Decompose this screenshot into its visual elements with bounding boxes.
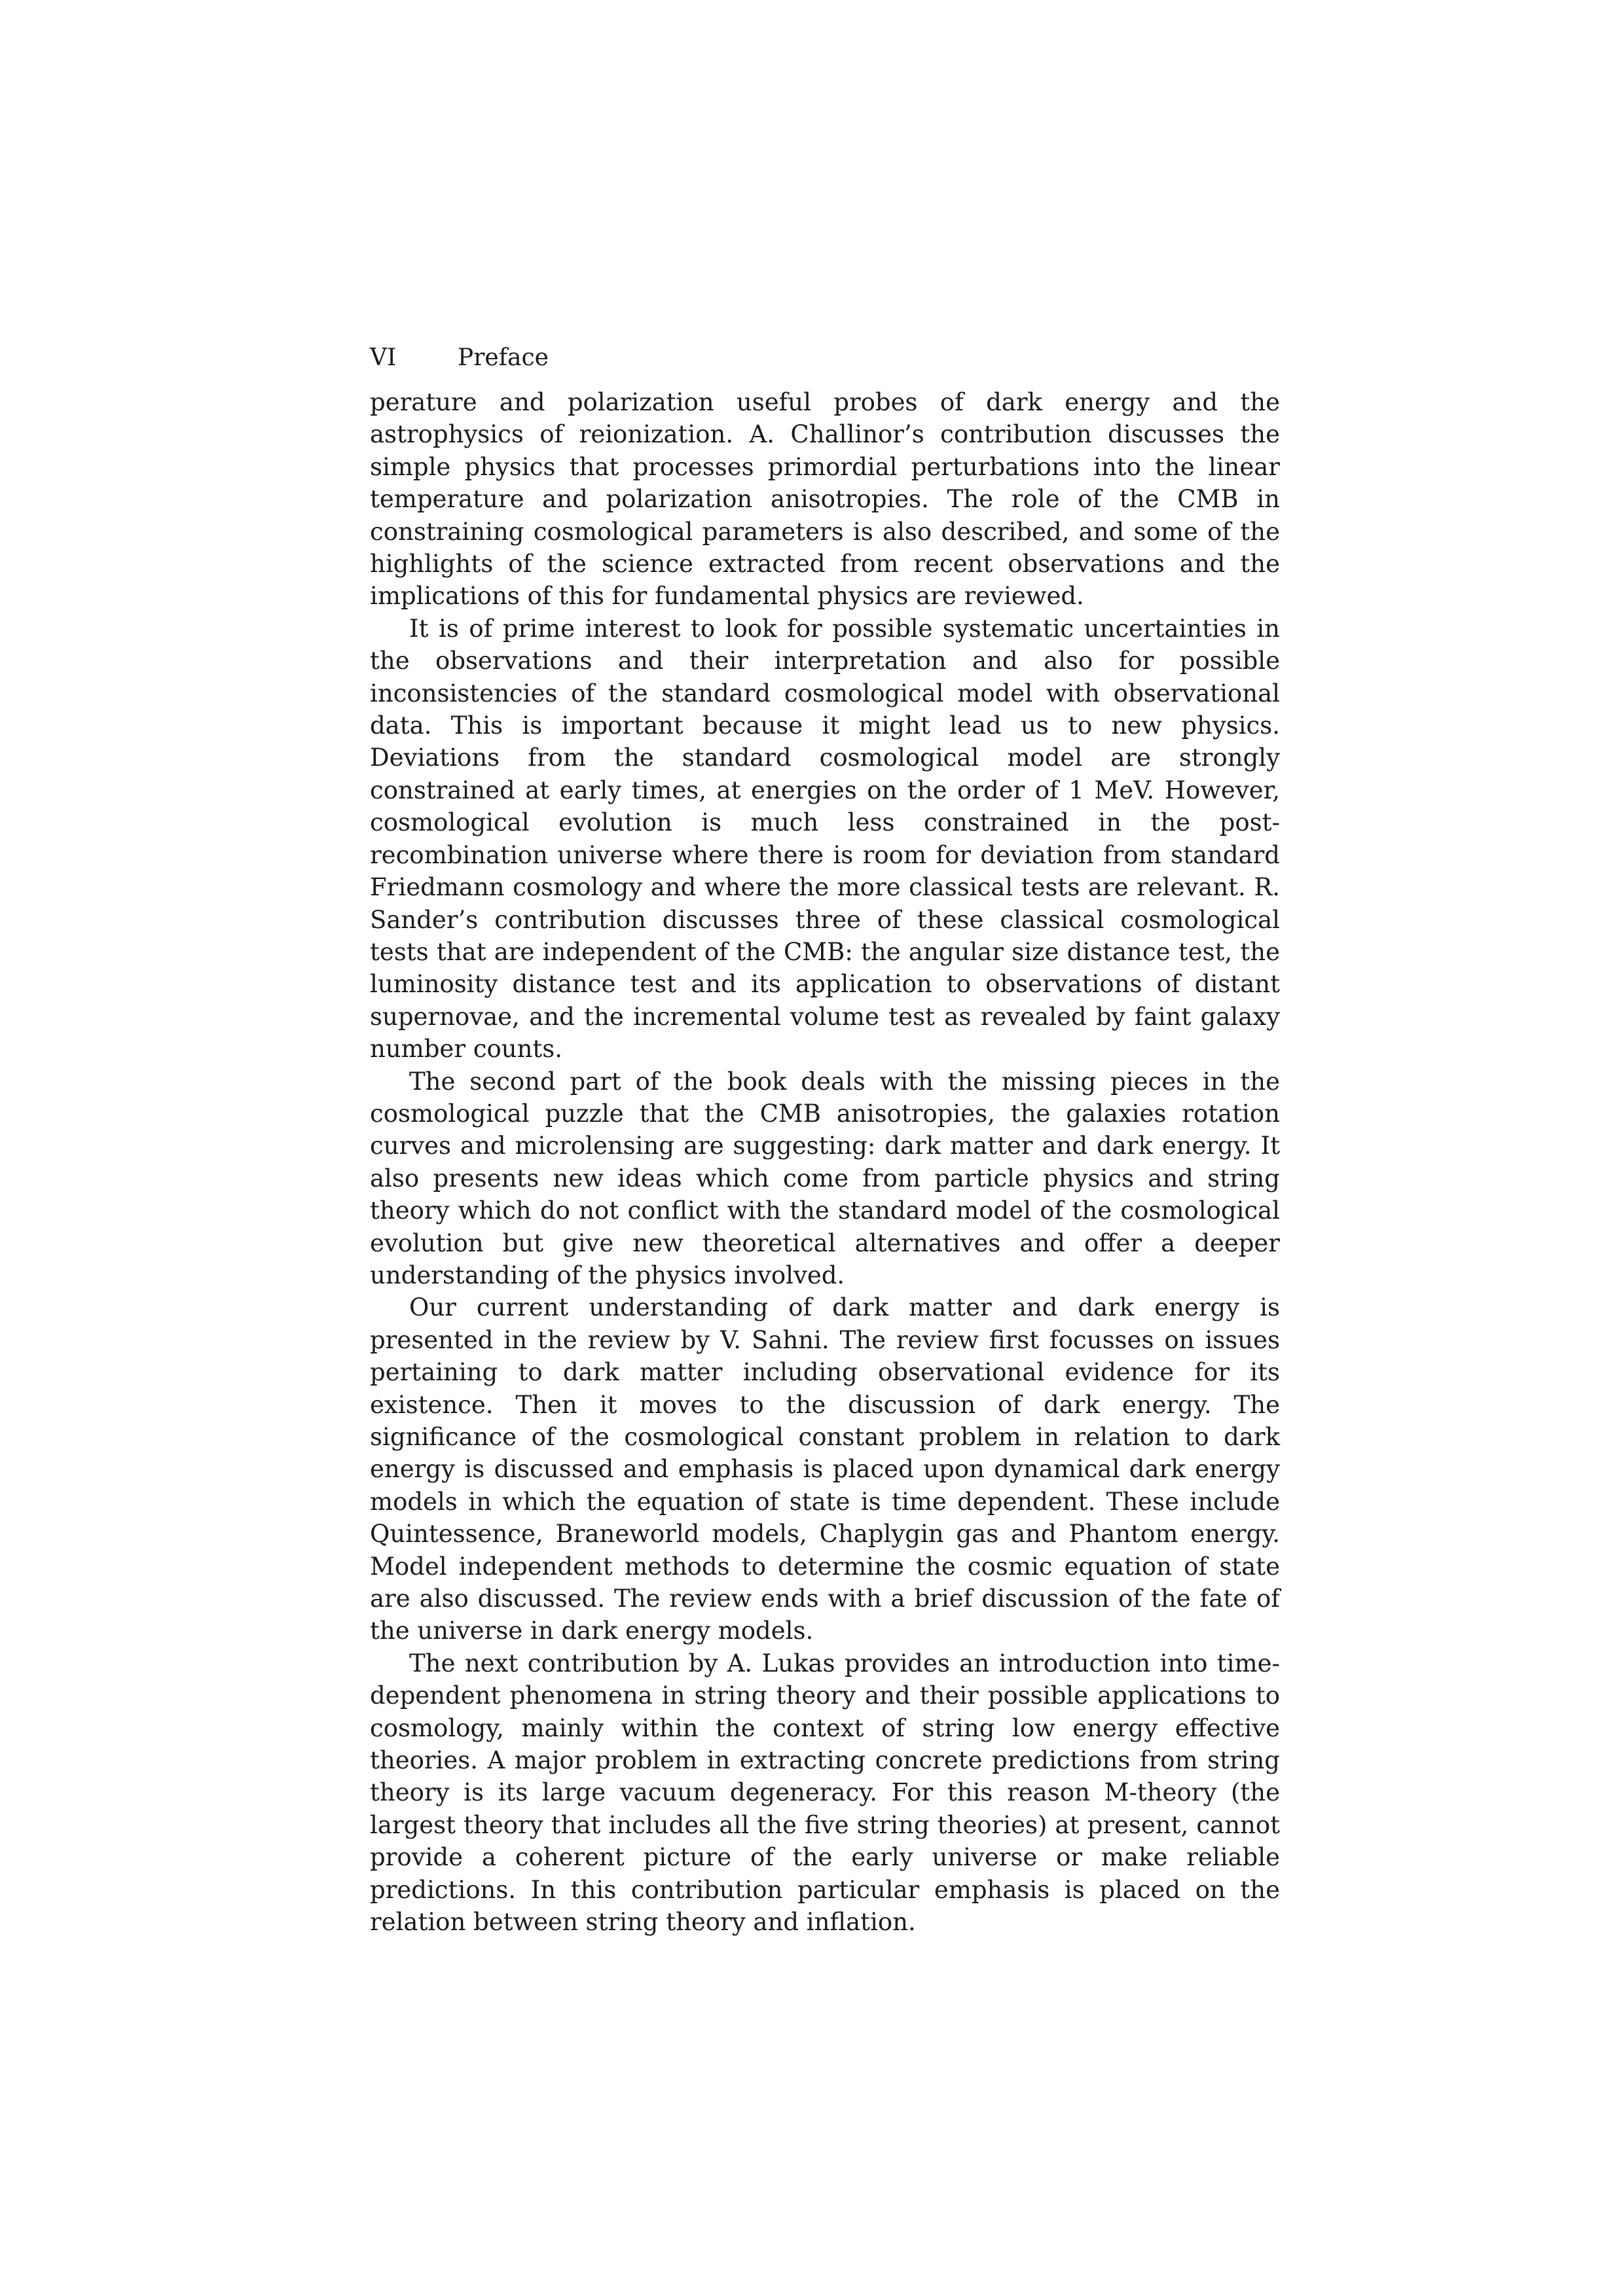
running-head	[370, 342, 1280, 374]
paragraph-second-part: The second part of the book deals with the missing pieces in the cosmological puzzle that the CMB anisotropies, the galaxies rotation curves and microlensing are suggesting: dark matter and dark energy. It also presents new ideas which come from particle physics and string theory which do not conflict with the standard model of the cosmological evolution but give new theoretical alternatives and offer a deeper understanding of the physics involved.	[370, 1067, 1280, 1289]
paragraph-string-theory: The next contribution by A. Lukas provides an introduction into time-dependent phenomena in string theory and their possible applications to cosmology, mainly within the context of string low energy effective theories. A major problem in extracting concrete predictions from string theory is its large vacuum degeneracy. For this reason M-theory (the largest theory that includes all the five string theories) at present, cannot provide a coherent picture of the early universe or make reliable predictions. In this contribution particular emphasis is placed on the relation between string theory and inflation.	[370, 1649, 1280, 1937]
body-text	[370, 386, 1280, 1939]
paragraph-dark-matter-energy: Our current understanding of dark matter and dark energy is presented in the review by V. Sahni. The review first focusses on issues pertaining to dark matter including observational evidence for its existence. Then it moves to the discussion of dark energy. The significance of the cosmological constant problem in relation to dark energy is discussed and emphasis is placed upon dynamical dark energy models in which the equation of state is time dependent. These include Quintessence, Braneworld models, Chaplygin gas and Phantom energy. Model independent methods to determine the cosmic equation of state are also discussed. The review ends with a brief discussion of the fate of the universe in dark energy models.	[370, 1293, 1280, 1645]
page-number: VI	[370, 344, 397, 371]
paragraph-continued: perature and polarization useful probes of dark energy and the astrophysics of reionization. A. Challinor’s contribution discusses the simple physics that processes primordial perturbations into the linear temperature and polarization anisotropies. The role of the CMB in constraining cosmological parameters is also described, and some of the highlights of the science extracted from recent observations and the implications of this for fundamental physics are reviewed.	[370, 388, 1280, 611]
running-title: Preface	[458, 344, 549, 371]
paragraph-systematic-uncertainties: It is of prime interest to look for possible systematic uncertainties in the observations and their interpretation and also for possible inconsistencies of the standard cosmological model with observational data. This is important because it might lead us to new physics. Deviations from the standard cosmological model are strongly constrained at early times, at energies on the order of 1 MeV. However, cosmological evolution is much less constrained in the post-recombination universe where there is room for deviation from standard Friedmann cosmology and where the more classical tests are relevant. R. Sander’s contribution discusses three of these classical cosmological tests that are independent of the CMB: the angular size distance test, the luminosity distance test and its application to observations of distant supernovae, and the incremental volume test as revealed by faint galaxy number counts.	[370, 614, 1280, 1064]
